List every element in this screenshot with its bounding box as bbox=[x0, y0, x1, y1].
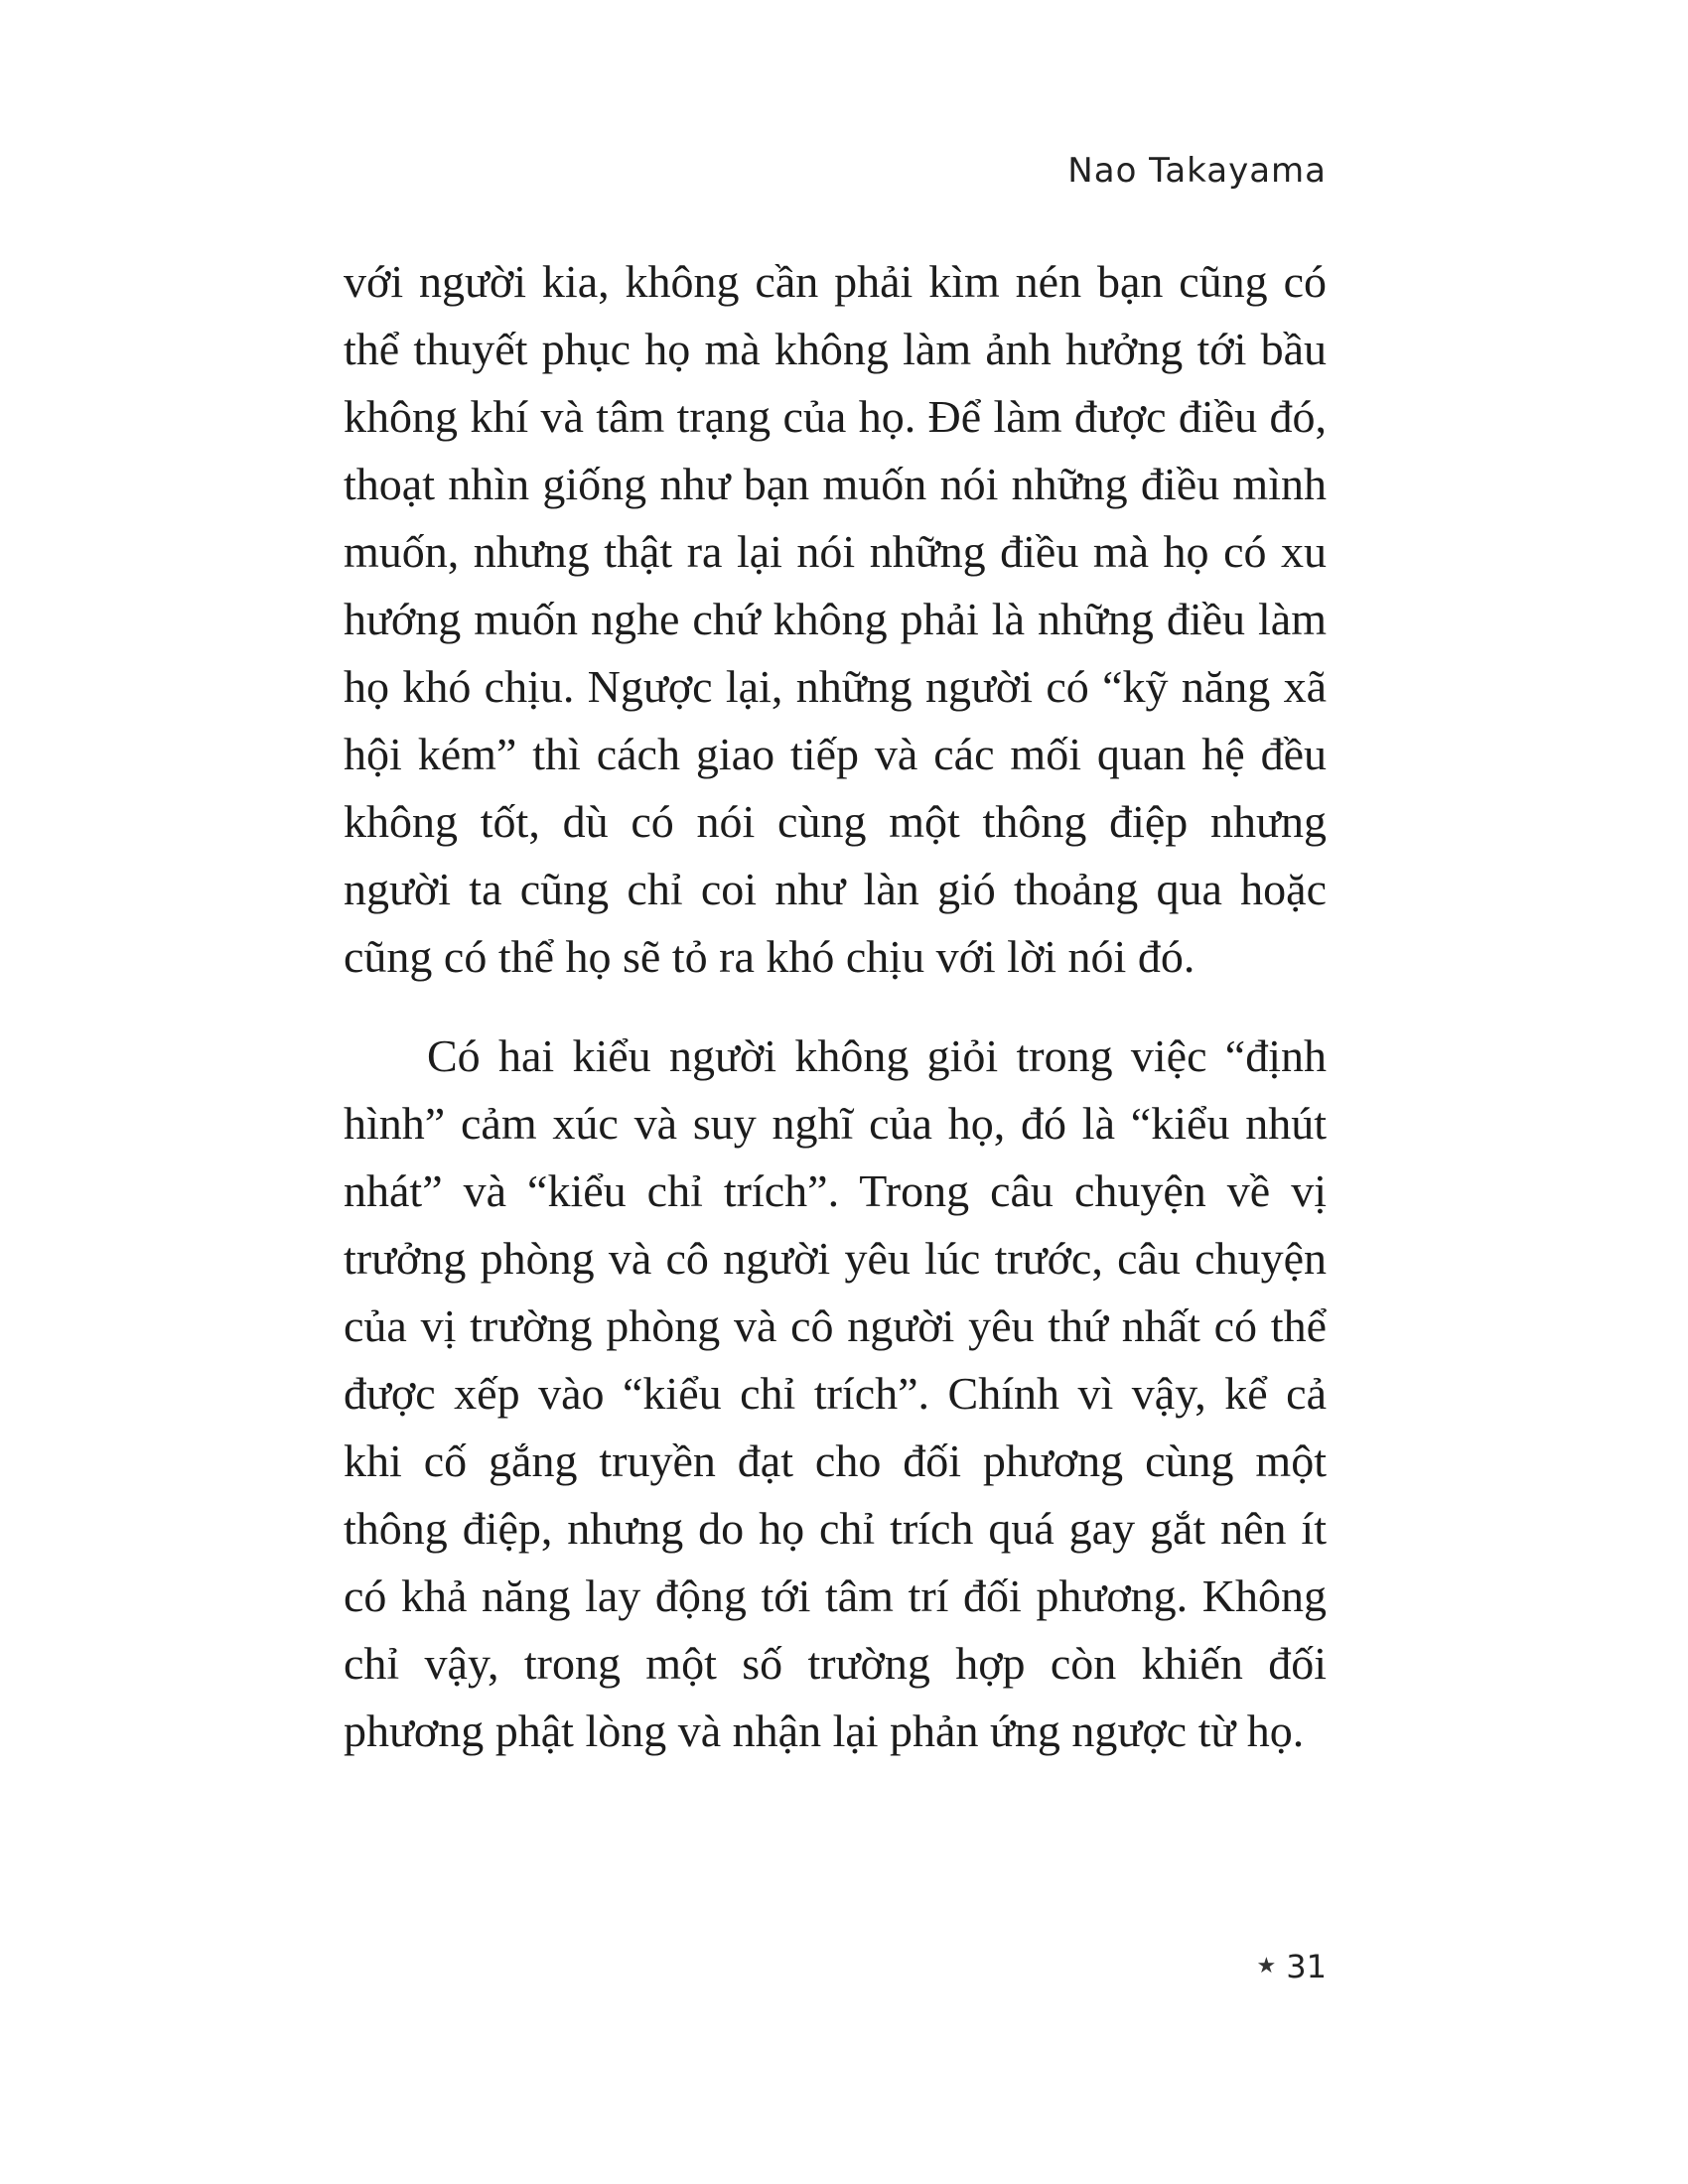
paragraph-1: với người kia, không cần phải kìm nén bạn cũng có thể thuyết phục họ mà không làm ảnh hưởng tới bầu không khí và tâm trạng của họ. Để làm được điều đó, thoạt nhìn giống như bạn muốn nói những điều mình muốn, nhưng thật ra lại nói những điều mà họ có xu hướng muốn nghe chứ không phải là những điều làm họ khó chịu. Ngược lại, những người có “kỹ năng xã hội kém” thì cách giao tiếp và các mối quan hệ đều không tốt, dù có nói cùng một thông điệp nhưng người ta cũng chỉ coi như làn gió thoảng qua hoặc cũng có thể họ sẽ tỏ ra khó chịu với lời nói đó. bbox=[344, 256, 1327, 982]
page-number: 31 bbox=[1286, 1948, 1327, 1985]
page-footer bbox=[344, 1948, 1327, 1985]
running-header-author: Nao Takayama bbox=[1067, 151, 1327, 191]
body-text bbox=[344, 248, 1327, 1765]
paragraph-2: Có hai kiểu người không giỏi trong việc “định hình” cảm xúc và suy nghĩ của họ, đó là “kiểu nhút nhát” và “kiểu chỉ trích”. Trong câu chuyện về vị trưởng phòng và cô người yêu lúc trước, câu chuyện của vị trường phòng và cô người yêu thứ nhất có thể được xếp vào “kiểu chỉ trích”. Chính vì vậy, kể cả khi cố gắng truyền đạt cho đối phương cùng một thông điệp, nhưng do họ chỉ trích quá gay gắt nên ít có khả năng lay động tới tâm trí đối phương. Không chỉ vậy, trong một số trường hợp còn khiến đối phương phật lòng và nhận lại phản ứng ngược từ họ. bbox=[344, 1030, 1327, 1756]
star-icon: ★ bbox=[1256, 1954, 1277, 1979]
